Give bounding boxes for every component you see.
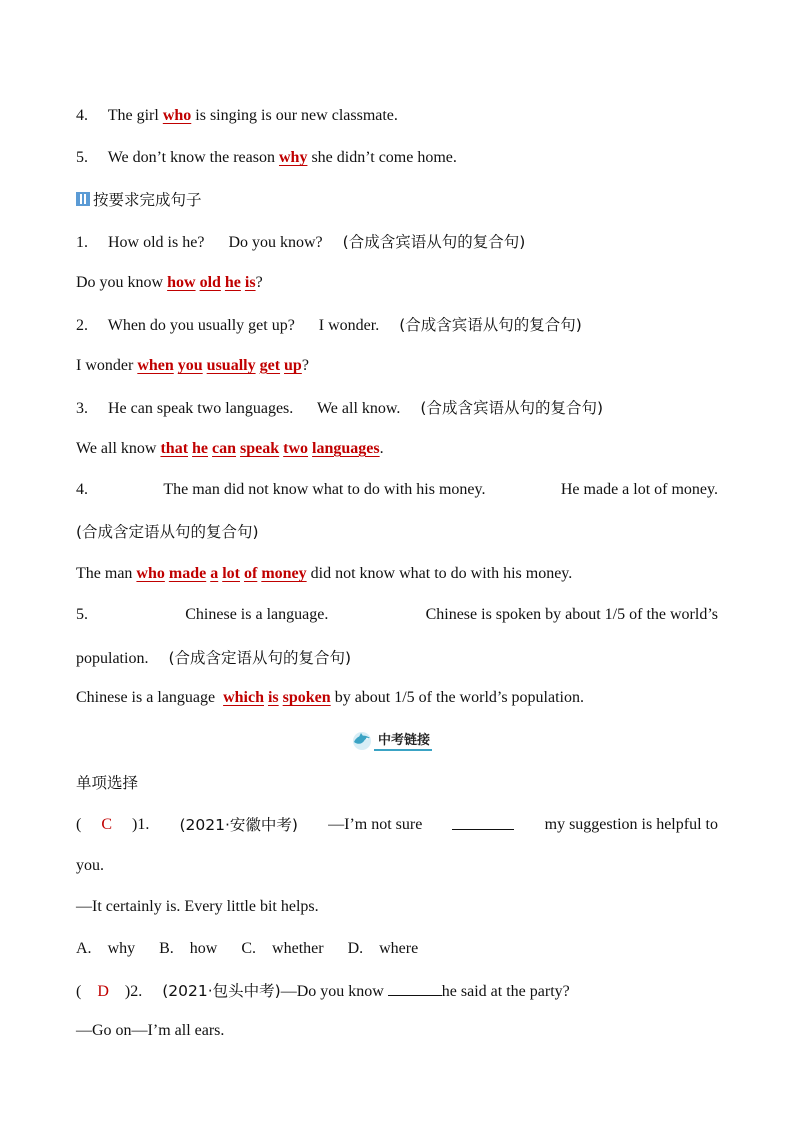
answer-word: two [283, 440, 309, 457]
mc-answer: D [97, 983, 109, 1000]
section-title: 按要求完成句子 [76, 190, 202, 210]
answer-word: languages [312, 440, 380, 457]
answer-word: of [243, 565, 258, 582]
answer-word: lot [222, 565, 240, 582]
task-5-question: 5. Chinese is a language. Chinese is spoken by about 1/5 of the world’s [76, 606, 718, 623]
answer-word: who [162, 107, 192, 124]
answer-word: that [160, 440, 189, 457]
mc-question-2-reply: —Go on—I’m all ears. [76, 1022, 225, 1039]
answer-word: old [199, 274, 221, 291]
mc-question-1-reply: —It certainly is. Every little bit helps. [76, 898, 319, 915]
answer-word: usually [206, 357, 256, 374]
task-4-question: 4. The man did not know what to do with his money. He made a lot of money. [76, 481, 718, 498]
answer-word: is [244, 274, 256, 291]
answer-word: spoken [282, 689, 331, 706]
exam-link-banner [350, 729, 432, 751]
answer-word: made [168, 565, 207, 582]
answer-word: money [261, 565, 307, 582]
answer-word: how [167, 274, 196, 291]
answer-word: get [259, 357, 281, 374]
task-3-answer: We all know that he can speak two languages. [76, 440, 384, 457]
answer-word: is [267, 689, 279, 706]
section-bar-icon [76, 192, 90, 206]
answer-word: a [210, 565, 219, 582]
task-1-question: 1. How old is he? Do you know? (合成含宾语从句的复合句) [76, 233, 526, 251]
section3-title: 单项选择 [76, 774, 139, 792]
answer-blank [452, 815, 514, 830]
task-5-answer: Chinese is a language which is spoken by about 1/5 of the world’s population. [76, 689, 584, 706]
answer-word: who [136, 565, 165, 582]
banner-label: 中考链接 [374, 729, 432, 751]
task-4-answer: The man who made a lot of money did not know what to do with his money. [76, 565, 573, 582]
answer-word: he [192, 440, 209, 457]
task-2-question: 2. When do you usually get up? I wonder. (合成含宾语从句的复合句) [76, 316, 582, 334]
task-1-answer: Do you know how old he is? [76, 274, 263, 291]
answer-word: you [177, 357, 203, 374]
answer-word: can [212, 440, 237, 457]
answer-word: up [284, 357, 302, 374]
answer-word: when [137, 357, 174, 374]
mc-question-1: ( C )1. (2021·安徽中考) —I’m not sure my suggestion is helpful to [76, 816, 718, 834]
mc-answer: C [101, 816, 112, 833]
task-3-question: 3. He can speak two languages. We all know. (合成含宾语从句的复合句) [76, 399, 604, 417]
mc-question-2: ( D )2. (2021·包头中考)—Do you know he said at the party? [76, 982, 570, 1000]
task-4-requirement: (合成含定语从句的复合句) [76, 523, 259, 541]
answer-blank [388, 981, 442, 996]
answer-word: which [223, 689, 264, 706]
answer-word: why [278, 149, 308, 166]
dolphin-icon [350, 729, 374, 751]
item-5: 5. We don’t know the reason why she didn’t come home. [76, 149, 457, 166]
task-5-question-cont: population. (合成含定语从句的复合句) [76, 649, 352, 667]
answer-word: speak [240, 440, 280, 457]
answer-word: he [224, 274, 241, 291]
item-4: 4. The girl who is singing is our new classmate. [76, 107, 398, 124]
mc-question-1-cont: you. [76, 857, 104, 874]
mc-question-1-options: A. why B. how C. whether D. where [76, 940, 419, 957]
task-2-answer: I wonder when you usually get up? [76, 357, 309, 374]
